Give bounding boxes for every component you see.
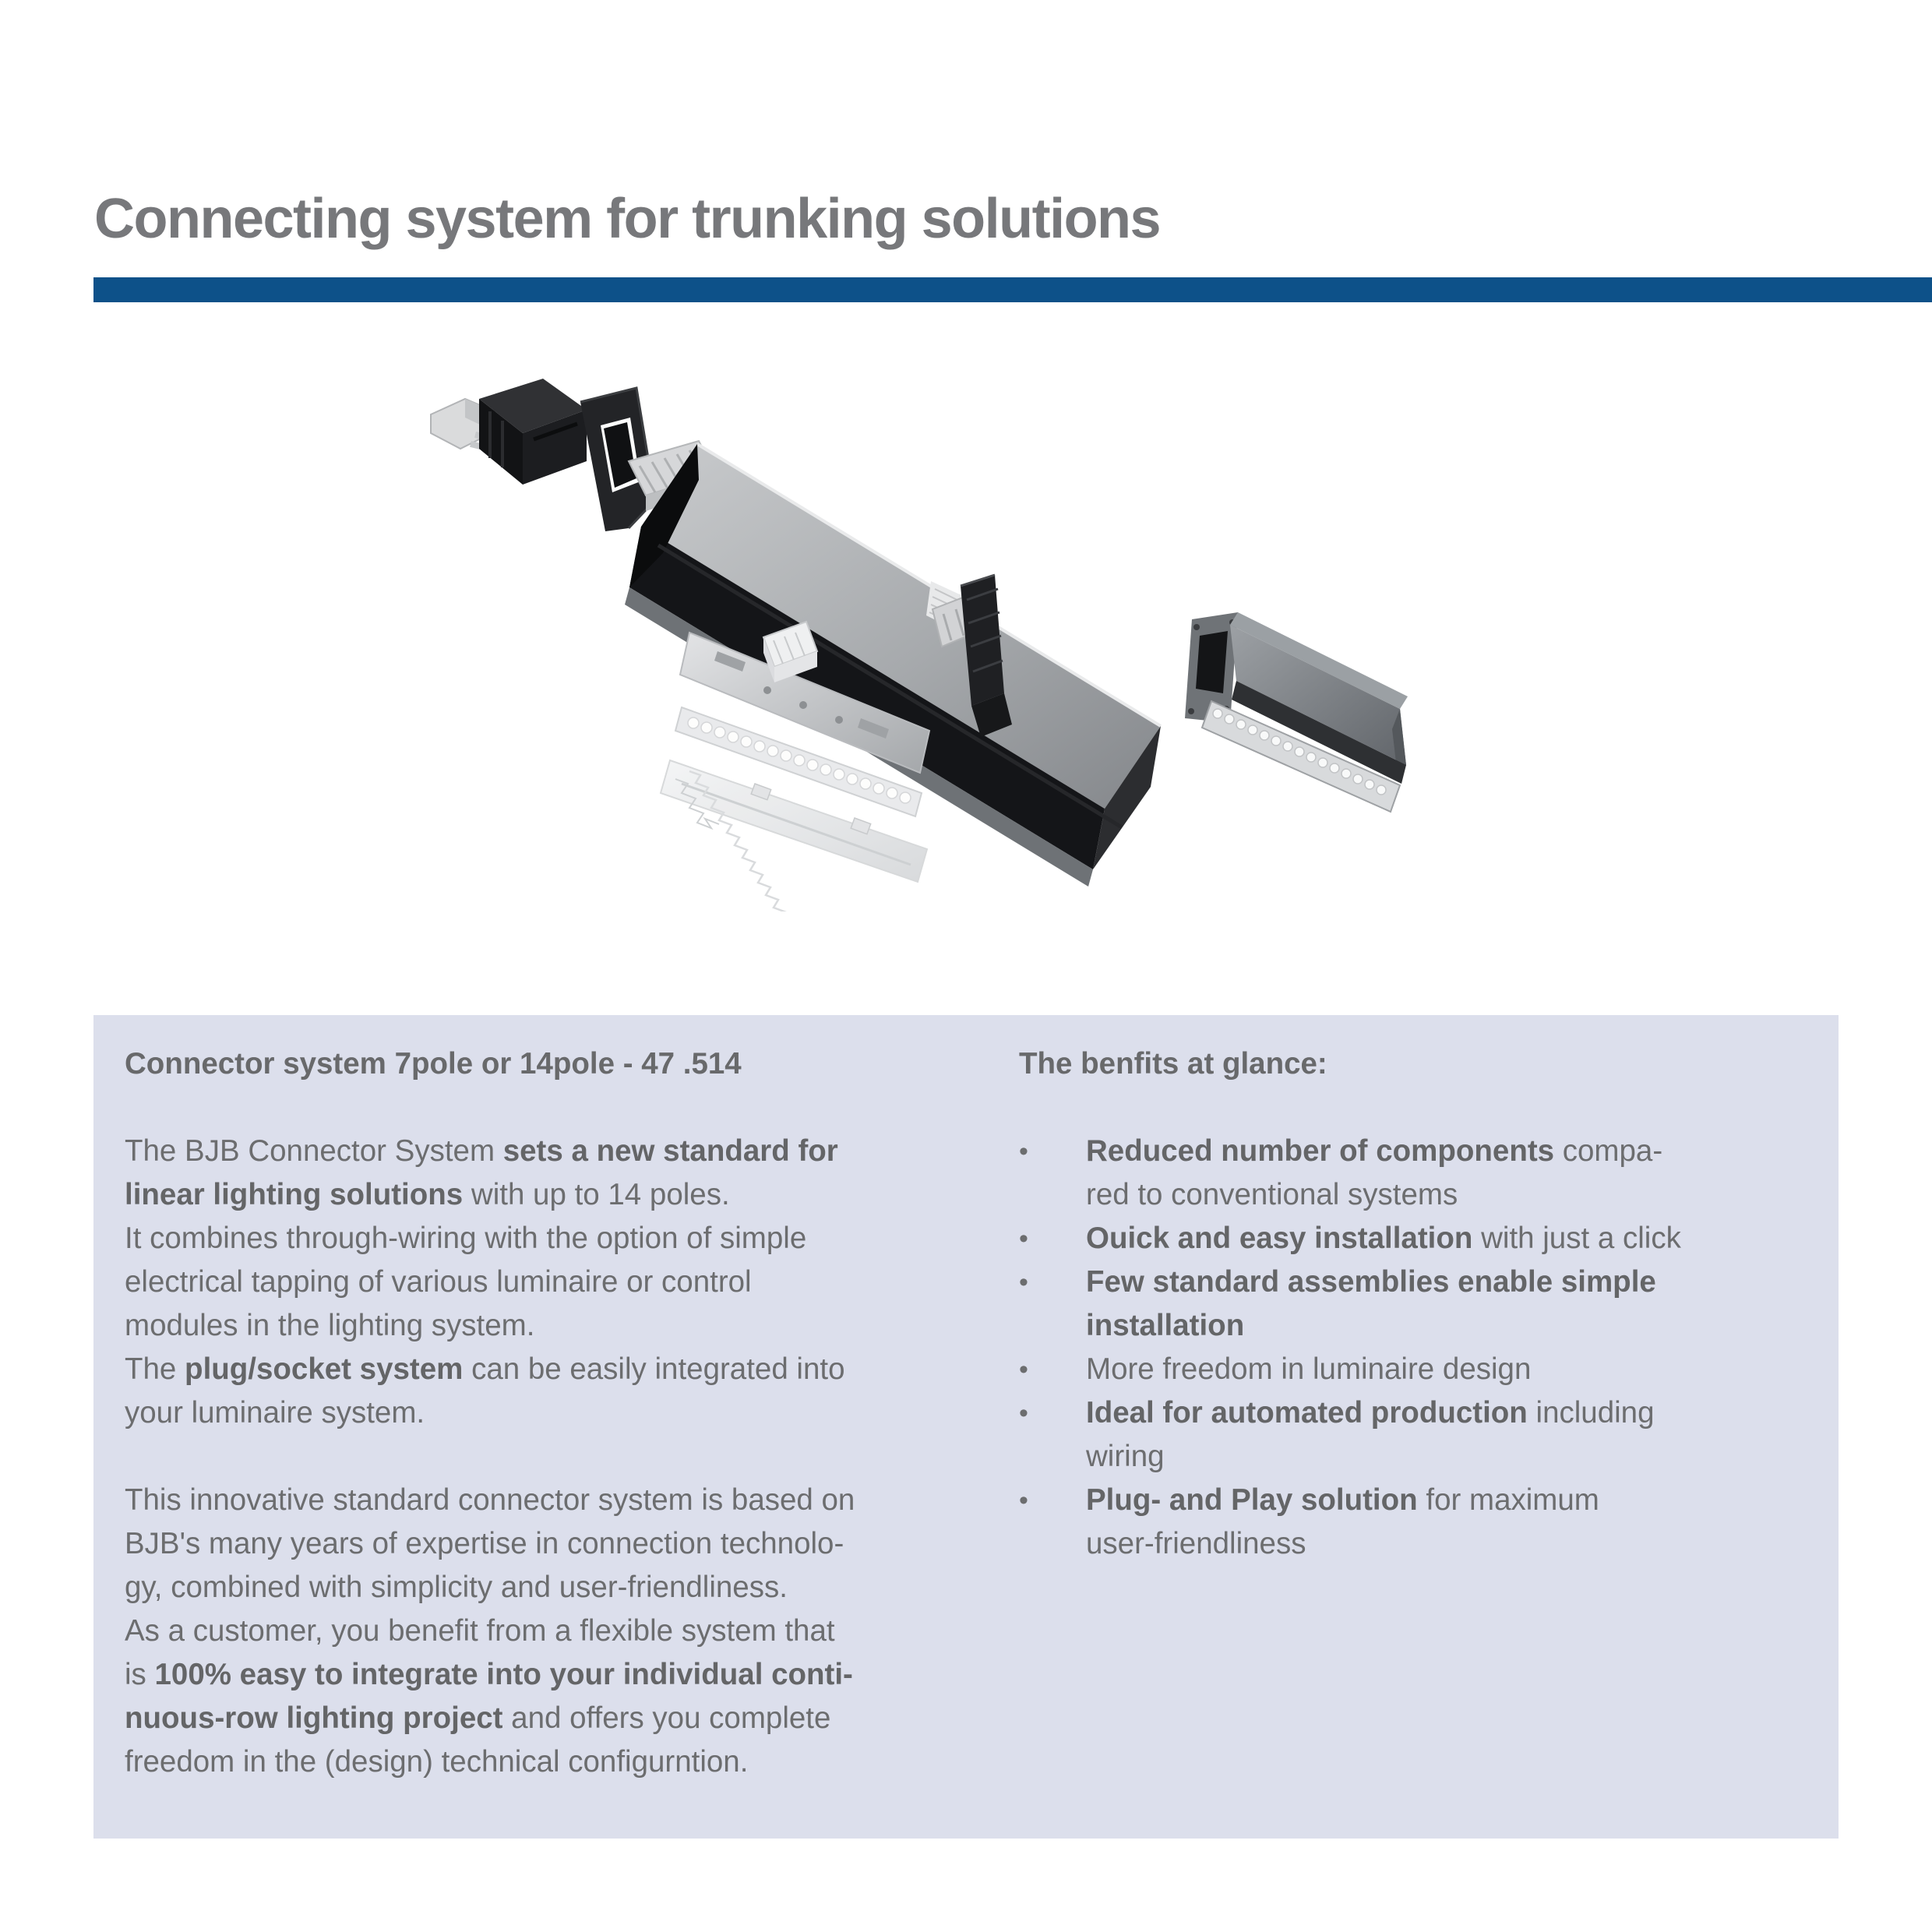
bullet-dot: •	[1019, 1137, 1028, 1166]
text-line	[125, 1173, 993, 1217]
text: can be easily integrated into	[463, 1352, 845, 1386]
left-column-heading: Connector system 7pole or 14pole - 47 .514	[125, 1047, 742, 1081]
text-line	[1086, 1304, 1821, 1348]
bold-text: Reduced number of components	[1086, 1134, 1555, 1168]
panel-left-column	[125, 1042, 993, 1784]
text: gy, combined with simplicity and user-friendliness.	[125, 1571, 788, 1604]
text-line	[1086, 1260, 1821, 1304]
bullet-dot: •	[1019, 1224, 1028, 1253]
bold-text: sets a new standard for	[502, 1134, 838, 1168]
bullet-dot: •	[1019, 1486, 1028, 1515]
bold-text: nuous-row lighting project	[125, 1701, 503, 1735]
right-column-heading: The benfits at glance:	[1019, 1047, 1327, 1081]
product-figure	[425, 366, 1671, 911]
text: freedom in the (design) technical configurntion.	[125, 1745, 749, 1779]
text: your luminaire system.	[125, 1396, 425, 1430]
benefits-list	[1019, 1130, 1821, 1566]
text: BJB's many years of expertise in connection technolo-	[125, 1527, 844, 1560]
text-line	[1086, 1479, 1821, 1522]
text: The BJB Connector System	[125, 1134, 503, 1168]
bold-text: plug/socket system	[185, 1352, 464, 1386]
page-title: Connecting system for trunking solutions	[94, 188, 1161, 250]
accent-bar	[93, 277, 1932, 302]
text-line	[1086, 1435, 1821, 1479]
benefit-text	[1086, 1479, 1821, 1566]
text-line	[1086, 1130, 1821, 1173]
text: and offers you complete	[502, 1701, 831, 1735]
text-line	[1086, 1217, 1821, 1260]
text-line	[125, 1217, 993, 1260]
benefit-text	[1086, 1348, 1821, 1391]
text: As a customer, you benefit from a flexible system that	[125, 1614, 835, 1648]
text-line	[125, 1130, 993, 1173]
text: compa-	[1554, 1134, 1663, 1168]
text-line	[1086, 1173, 1821, 1217]
benefit-item	[1019, 1130, 1821, 1217]
text-line	[125, 1653, 993, 1697]
panel-right-column	[1019, 1042, 1821, 1566]
text: with just a click	[1472, 1222, 1681, 1255]
text: It combines through-wiring with the option of simple	[125, 1222, 807, 1255]
info-panel	[93, 1015, 1839, 1839]
bold-text: Plug- and Play solution	[1086, 1483, 1418, 1517]
text-line	[125, 1391, 993, 1435]
product-exploded-view-image	[425, 366, 1671, 911]
text-line	[125, 1740, 993, 1784]
benefit-item	[1019, 1217, 1821, 1260]
text-line	[125, 1260, 993, 1304]
text: electrical tapping of various luminaire or control	[125, 1265, 752, 1299]
text: for maximum	[1417, 1483, 1599, 1517]
bold-text: linear lighting solutions	[125, 1178, 464, 1211]
benefit-text	[1086, 1260, 1821, 1348]
paragraph	[125, 1479, 993, 1784]
text: is	[125, 1658, 155, 1691]
benefit-item	[1019, 1391, 1821, 1479]
bold-text: 100% easy to integrate into your individual conti-	[154, 1658, 853, 1691]
benefit-text	[1086, 1217, 1821, 1260]
bold-text: installation	[1086, 1309, 1245, 1342]
luminaire-module-part	[1185, 612, 1408, 812]
text-line	[1086, 1522, 1821, 1566]
text-line	[1086, 1348, 1821, 1391]
text: with up to 14 poles.	[463, 1178, 730, 1211]
bold-text: Few standard assemblies enable simple	[1086, 1265, 1656, 1299]
benefit-item	[1019, 1479, 1821, 1566]
bold-text: Ouick and easy installation	[1086, 1222, 1473, 1255]
benefit-text	[1086, 1391, 1821, 1479]
paragraph	[125, 1130, 993, 1435]
text-line	[125, 1609, 993, 1653]
bullet-dot: •	[1019, 1355, 1028, 1384]
bullet-dot: •	[1019, 1398, 1028, 1428]
bold-text: Ideal for automated production	[1086, 1396, 1528, 1430]
benefit-text	[1086, 1130, 1821, 1217]
benefit-item	[1019, 1260, 1821, 1348]
plug-housing-part	[479, 379, 587, 485]
text: This innovative standard connector system is based on	[125, 1483, 855, 1517]
text-line	[1086, 1391, 1821, 1435]
text: More freedom in luminaire design	[1086, 1352, 1532, 1386]
text: user-friendliness	[1086, 1527, 1306, 1560]
text-line	[125, 1522, 993, 1566]
benefit-item	[1019, 1348, 1821, 1391]
text-line	[125, 1304, 993, 1348]
text: wiring	[1086, 1440, 1165, 1473]
text: The	[125, 1352, 185, 1386]
text-line	[125, 1566, 993, 1609]
text-line	[125, 1697, 993, 1740]
text: including	[1527, 1396, 1655, 1430]
bullet-dot: •	[1019, 1267, 1028, 1297]
text-line	[125, 1479, 993, 1522]
text: red to conventional systems	[1086, 1178, 1458, 1211]
text: modules in the lighting system.	[125, 1309, 535, 1342]
text-line	[125, 1348, 993, 1391]
